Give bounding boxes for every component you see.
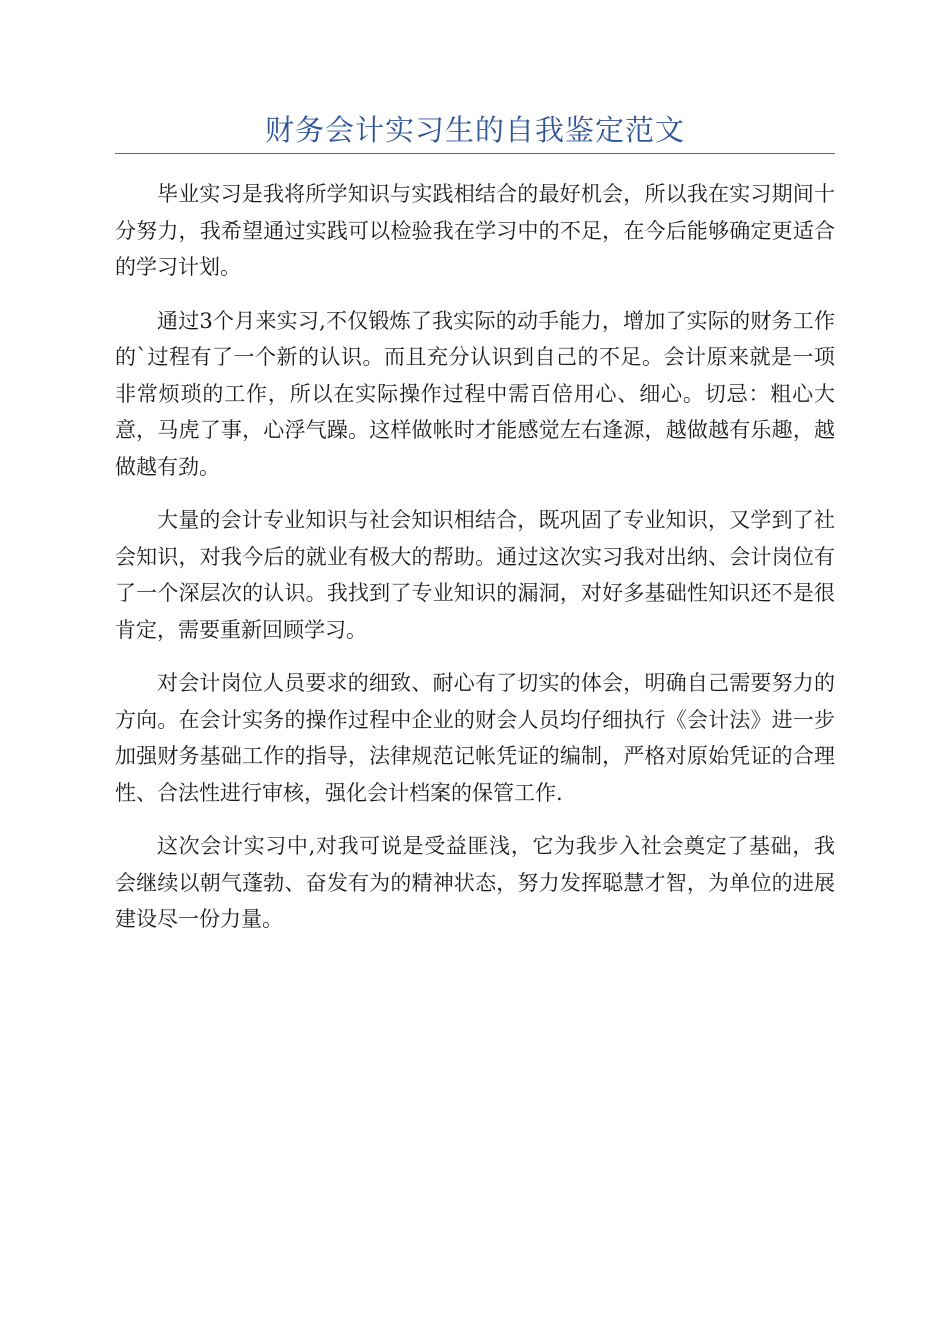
paragraph-2: 通过3个月来实习,不仅锻炼了我实际的动手能力，增加了实际的财务工作的`过程有了一个新的认识。而且充分认识到自己的不足。会计原来就是一项非常烦琐的工作，所以在实际操作过程中需百倍用心、细心。切忌：粗心大意，马虎了事，心浮气躁。这样做帐时才能感觉左右逢源，越做越有乐趣，越做越有劲。 [115, 308, 835, 479]
title-underline [115, 153, 835, 154]
paragraph-4: 对会计岗位人员要求的细致、耐心有了切实的体会，明确自己需要努力的方向。在会计实务的操作过程中企业的财会人员均仔细执行《会计法》进一步加强财务基础工作的指导，法律规范记帐凭证的编制，严格对原始凭证的合理性、合法性进行审核，强化会计档案的保管工作. [115, 671, 835, 805]
document-title: 财务会计实习生的自我鉴定范文 [264, 113, 685, 147]
paragraph-5: 这次会计实习中,对我可说是受益匪浅，它为我步入社会奠定了基础，我会继续以朝气蓬勃、奋发有为的精神状态，努力发挥聪慧才智，为单位的进展建设尽一份力量。 [115, 834, 835, 931]
paragraph-1: 毕业实习是我将所学知识与实践相结合的最好机会，所以我在实习期间十分努力，我希望通过实践可以检验我在学习中的不足，在今后能够确定更适合的学习计划。 [115, 182, 835, 279]
paragraph-3: 大量的会计专业知识与社会知识相结合，既巩固了专业知识，又学到了社会知识，对我今后的就业有极大的帮助。通过这次实习我对出纳、会计岗位有了一个深层次的认识。我找到了专业知识的漏洞，对好多基础性知识还不是很肯定，需要重新回顾学习。 [115, 508, 835, 642]
document-body [115, 176, 835, 955]
